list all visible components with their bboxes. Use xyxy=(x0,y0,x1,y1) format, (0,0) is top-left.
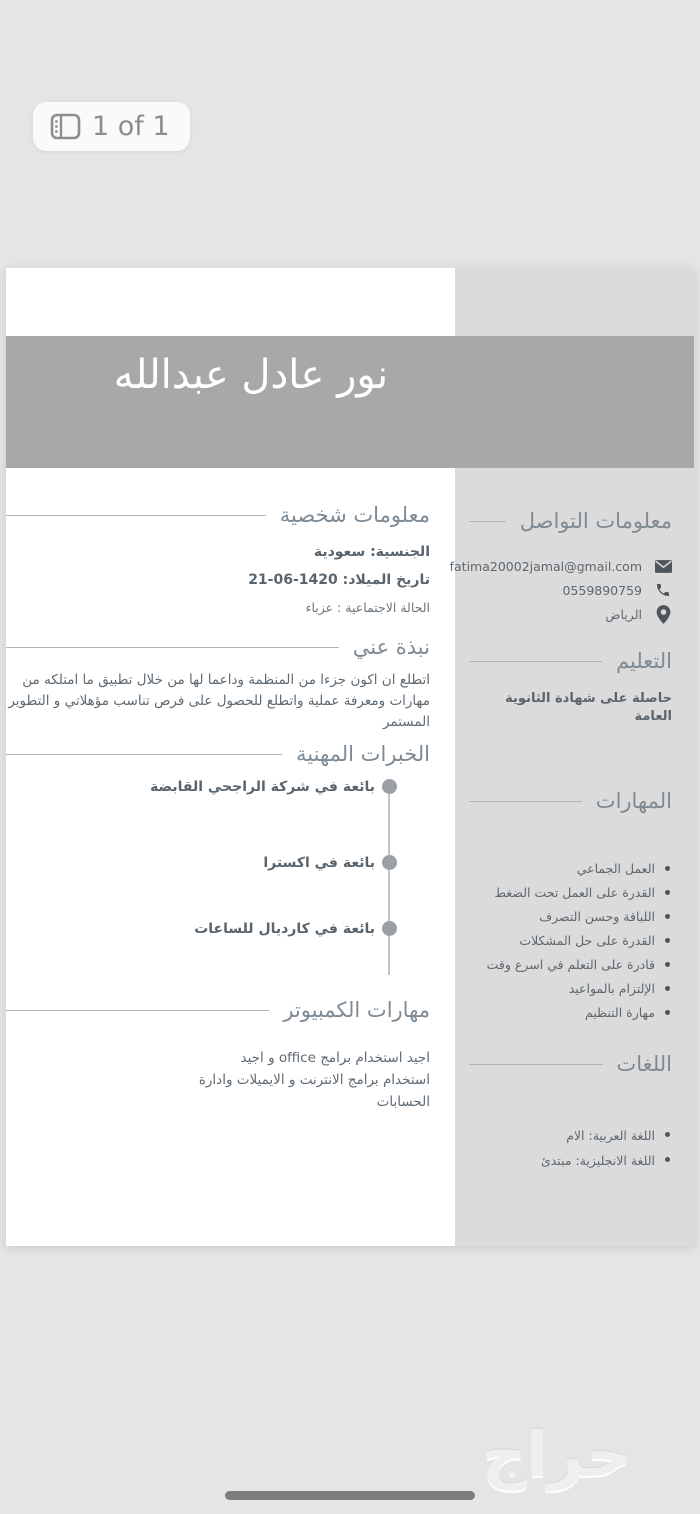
title-rule xyxy=(6,1010,269,1011)
title-rule xyxy=(6,647,339,648)
contact-email: fatima20002jamal@gmail.com xyxy=(449,558,642,574)
title-rule xyxy=(469,801,582,802)
section-skills xyxy=(469,788,672,814)
language-item: اللغة الانجليزية: مبتدئ xyxy=(469,1148,672,1173)
title-rule xyxy=(469,1064,603,1065)
pages-panel-icon xyxy=(50,113,81,140)
experience-item: بائعة في شركة الراجحي القابضة xyxy=(6,777,430,797)
skill-item: العمل الجماعي xyxy=(469,857,672,881)
main-column xyxy=(6,468,455,1246)
birthdate-row: تاريخ الميلاد: 1420-06-21 xyxy=(248,572,430,588)
section-education xyxy=(469,648,672,674)
sidebar-column xyxy=(449,268,694,1246)
page-indicator-badge[interactable] xyxy=(33,102,190,151)
home-indicator[interactable] xyxy=(225,1491,475,1500)
about-title: نبذة عني xyxy=(352,635,430,659)
skill-item: القدرة على حل المشكلات xyxy=(469,929,672,953)
experience-timeline xyxy=(6,777,430,975)
skills-list xyxy=(469,857,672,1025)
resume-document xyxy=(6,268,694,1246)
section-languages xyxy=(469,1051,672,1077)
experience-item: بائعة في كارديال للساعات xyxy=(6,919,430,939)
skill-item: قادرة على التعلم في اسرع وقت xyxy=(469,953,672,977)
title-rule xyxy=(6,754,282,755)
title-rule xyxy=(469,521,506,522)
personal-info-title: معلومات شخصية xyxy=(279,503,430,527)
skill-item: القدرة على العمل تحت الضغط xyxy=(469,881,672,905)
skill-item: مهارة التنظيم xyxy=(469,1001,672,1025)
personal-info-list xyxy=(6,538,430,622)
section-about xyxy=(6,634,430,660)
skill-item: الإلتزام بالمواعيد xyxy=(469,977,672,1001)
education-title: التعليم xyxy=(616,649,672,673)
nationality-row: الجنسية: سعودية xyxy=(313,544,430,560)
page-indicator-label: 1 of 1 xyxy=(92,111,170,142)
section-computer-skills xyxy=(6,997,430,1023)
languages-list xyxy=(469,1123,672,1173)
experience-item: بائعة في اكسترا xyxy=(6,853,430,873)
location-pin-icon xyxy=(654,605,672,623)
experience-title: الخبرات المهنية xyxy=(296,742,430,766)
contact-location-row xyxy=(469,602,672,626)
contact-title: معلومات التواصل xyxy=(519,509,672,533)
haraj-watermark: حراج xyxy=(482,1418,632,1491)
contact-phone-row xyxy=(469,578,672,602)
contact-phone: 0559890759 xyxy=(562,582,642,598)
section-personal-info xyxy=(6,502,430,528)
languages-title: اللغات xyxy=(616,1052,672,1076)
section-contact xyxy=(469,508,672,534)
contact-list xyxy=(449,554,672,626)
marital-status-row: الحالة الاجتماعية : عزباء xyxy=(305,600,430,615)
section-experience xyxy=(6,741,430,767)
skills-title: المهارات xyxy=(595,789,672,813)
education-text: حاصلة على شهادة الثانوية العامة xyxy=(505,691,672,724)
envelope-icon xyxy=(654,557,672,575)
contact-city: الرياض xyxy=(605,606,642,622)
contact-email-row xyxy=(449,554,672,578)
title-rule xyxy=(469,661,602,662)
computer-skills-title: مهارات الكمبيوتر xyxy=(283,998,430,1022)
phone-icon xyxy=(654,581,672,599)
computer-skills-text: اجيد استخدام برامج office و اجيد استخدام برامج الانترنت و الايميلات وادارة الحسابات xyxy=(198,1050,430,1110)
candidate-name: نور عادل عبدالله xyxy=(113,352,389,398)
about-text: اتطلع ان اكون جزءا من المنظمة وداعما لها من خلال تطبيق ما امتلكه من مهارات ومعرفة عملية واتطلع للحصول على فرص تناسب مؤهلاتي و التطوير المستمر xyxy=(8,672,430,730)
language-item: اللغة العربية: الام xyxy=(469,1123,672,1148)
skill-item: اللباقة وحسن التصرف xyxy=(469,905,672,929)
title-rule xyxy=(6,515,266,516)
